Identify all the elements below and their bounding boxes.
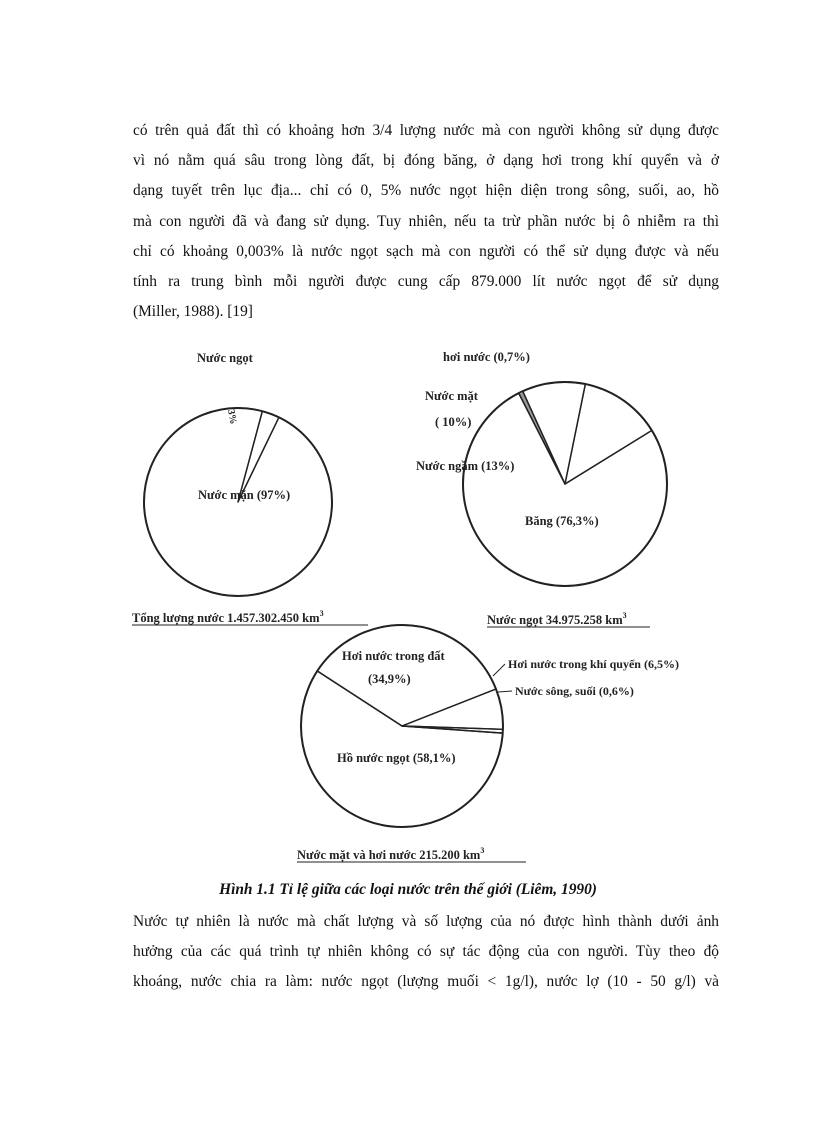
text-line: tính ra trung bình mỗi người được cung cấp 879.000 lít nước ngọt để sử dụng (133, 273, 719, 291)
title-fresh-water-text: Nước ngọt 34.975.258 km (487, 613, 623, 627)
pie-slice-b-ng (463, 393, 667, 586)
label-river-water: Nước sông, suối (0,6%) (515, 684, 634, 698)
text-line: hưởng của các quá trình tự nhiên không có sự tác động của con người. Tùy theo độ (133, 943, 719, 961)
figure-canvas (110, 338, 710, 868)
title-total-water (132, 609, 324, 625)
text-line: mà con người đã và đang sử dụng. Tuy nhiên, nếu ta trừ phần nước bị ô nhiễm ra thì (133, 212, 719, 230)
text-line: (Miller, 1988). [19] (133, 303, 253, 321)
label-soil-vapor: Hơi nước trong đất (342, 649, 445, 663)
text-line: có trên quả đất thì có khoảng hơn 3/4 lượng nước mà con người không sử dụng được (133, 122, 719, 139)
label-vapor: hơi nước (0,7%) (443, 350, 530, 364)
pie-surface-water (297, 625, 679, 862)
pointer-river (498, 691, 512, 692)
pie-slice-n-c-ng-m (565, 384, 652, 484)
label-surface-water: Nước mặt (425, 389, 478, 403)
pointer-atmosphere (493, 664, 505, 676)
text-line: Nước tự nhiên là nước mà chất lượng và số lượng của nó được hình thành dưới ảnh (133, 913, 719, 930)
label-fresh-water: Nước ngọt (197, 351, 253, 365)
label-ice: Băng (76,3%) (525, 514, 599, 528)
title-surface-water (297, 846, 484, 862)
label-surface-water-pct: ( 10%) (435, 415, 472, 429)
label-soil-vapor-pct: (34,9%) (368, 672, 411, 686)
text-line: dạng tuyết trên lục địa... chỉ có 0, 5% nước ngọt hiện diện trong sông, suối, ao, hồ (133, 182, 719, 200)
text-line: chỉ có khoảng 0,003% là nước ngọt sạch mà con người có thể sử dụng được và nếu (133, 242, 719, 260)
label-atmosphere-vapor: Hơi nước trong khí quyển (6,5%) (508, 657, 679, 671)
title-total-water-sup: 3 (319, 609, 324, 618)
title-total-water-text: Tổng lượng nước 1.457.302.450 km (132, 611, 320, 625)
body-paragraph-bottom (133, 907, 719, 998)
pie-slice-h-i-n-c-trong-kh-quy-n (402, 689, 503, 729)
label-salt-water: Nước mặn (97%) (198, 488, 291, 502)
title-fresh-water-sup: 3 (622, 611, 627, 620)
text-line: khoáng, nước chia ra làm: nước ngọt (lượng muối < 1g/l), nước lợ (10 - 50 g/l) và (133, 973, 719, 991)
water-distribution-figure (110, 338, 710, 868)
pie-slice-h-n-c-ng-t (301, 671, 503, 827)
title-surface-water-text: Nước mặt và hơi nước 215.200 km (297, 848, 481, 862)
figure-caption: Hình 1.1 Tỉ lệ giữa các loại nước trên thế giới (Liêm, 1990) (219, 881, 597, 898)
body-paragraph-top (133, 116, 719, 327)
title-surface-water-sup: 3 (480, 846, 485, 855)
pie-total-water (132, 351, 368, 625)
label-groundwater: Nước ngầm (13%) (416, 459, 515, 473)
pie-fresh-water (416, 350, 667, 627)
label-fresh-water-pct: 3% (225, 408, 239, 426)
label-freshwater-lake: Hồ nước ngọt (58,1%) (337, 751, 456, 765)
title-fresh-water (487, 611, 627, 627)
text-line: vì nó nằm quá sâu trong lòng đất, bị đóng băng, ở dạng hơi trong khí quyển và ở (133, 152, 719, 170)
